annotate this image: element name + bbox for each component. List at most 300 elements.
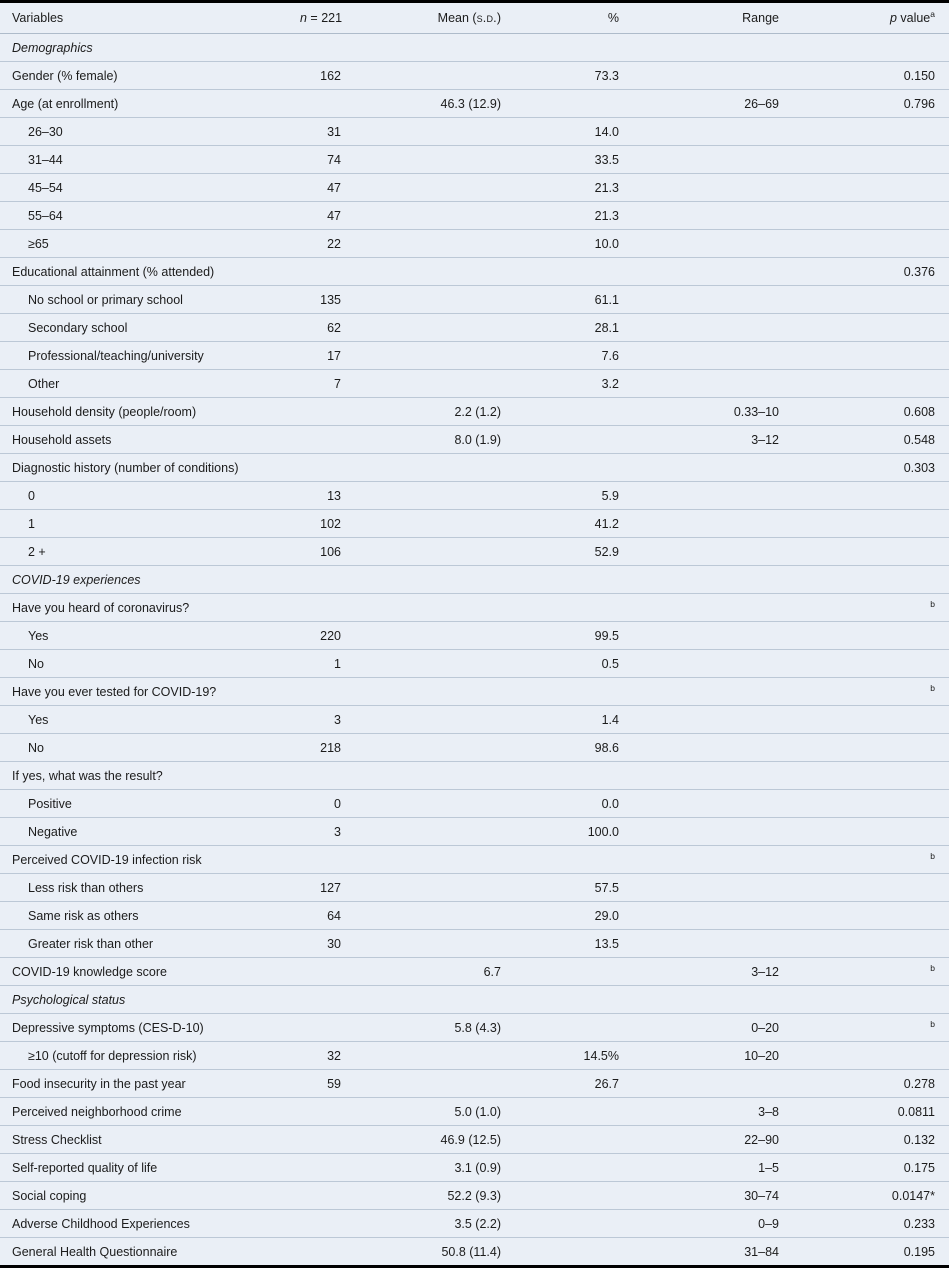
section-row xyxy=(0,986,949,1014)
mean-sd-value xyxy=(355,734,515,762)
variable-label: If yes, what was the result? xyxy=(0,762,300,790)
percent-value: 99.5 xyxy=(515,622,633,650)
range-value xyxy=(633,622,793,650)
n-value: 162 xyxy=(300,62,355,90)
variable-label: Less risk than others xyxy=(0,874,300,902)
percent-value: 0.0 xyxy=(515,790,633,818)
range-value: 22–90 xyxy=(633,1126,793,1154)
table-row xyxy=(0,1014,949,1042)
range-value: 1–5 xyxy=(633,1154,793,1182)
p-value xyxy=(793,174,949,202)
table-row xyxy=(0,90,949,118)
range-value xyxy=(633,510,793,538)
mean-sd-value xyxy=(355,930,515,958)
mean-sd-value xyxy=(355,62,515,90)
n-value xyxy=(300,1210,355,1238)
mean-sd-value xyxy=(355,1070,515,1098)
column-header-n xyxy=(300,3,355,34)
table-row xyxy=(0,482,949,510)
p-value xyxy=(793,146,949,174)
n-value: 220 xyxy=(300,622,355,650)
range-value: 0.33–10 xyxy=(633,398,793,426)
percent-value xyxy=(515,1238,633,1266)
table-row xyxy=(0,230,949,258)
p-value xyxy=(793,538,949,566)
table-row xyxy=(0,1098,949,1126)
table-row xyxy=(0,454,949,482)
range-value xyxy=(633,678,793,706)
table-row xyxy=(0,146,949,174)
p-value xyxy=(793,622,949,650)
percent-value: 57.5 xyxy=(515,874,633,902)
range-value xyxy=(633,286,793,314)
table-row xyxy=(0,678,949,706)
range-value xyxy=(633,174,793,202)
mean-sd-value: 46.9 (12.5) xyxy=(355,1126,515,1154)
p-value xyxy=(793,286,949,314)
percent-value: 41.2 xyxy=(515,510,633,538)
mean-sd-value xyxy=(355,370,515,398)
variable-label: Educational attainment (% attended) xyxy=(0,258,300,286)
mean-sd-value xyxy=(355,846,515,874)
table-row xyxy=(0,762,949,790)
p-value: 0.0811 xyxy=(793,1098,949,1126)
header-percent-label: % xyxy=(607,11,619,25)
percent-value: 61.1 xyxy=(515,286,633,314)
variable-label: Household density (people/room) xyxy=(0,398,300,426)
p-value: 0.278 xyxy=(793,1070,949,1098)
table-row xyxy=(0,370,949,398)
variable-label: Greater risk than other xyxy=(0,930,300,958)
range-value xyxy=(633,874,793,902)
mean-sd-value xyxy=(355,146,515,174)
n-value: 30 xyxy=(300,930,355,958)
percent-value: 21.3 xyxy=(515,174,633,202)
mean-sd-value xyxy=(355,650,515,678)
percent-value xyxy=(515,1098,633,1126)
variable-label: No school or primary school xyxy=(0,286,300,314)
footnote-marker-b: b xyxy=(930,598,935,609)
variable-label: 45–54 xyxy=(0,174,300,202)
range-value: 10–20 xyxy=(633,1042,793,1070)
p-value: 0.233 xyxy=(793,1210,949,1238)
mean-sd-value: 5.0 (1.0) xyxy=(355,1098,515,1126)
column-header-pvalue xyxy=(793,3,949,34)
p-value: 0.150 xyxy=(793,62,949,90)
n-value: 3 xyxy=(300,706,355,734)
mean-sd-value xyxy=(355,594,515,622)
variable-label: No xyxy=(0,734,300,762)
range-value: 30–74 xyxy=(633,1182,793,1210)
section-label: Demographics xyxy=(0,34,949,62)
section-label: COVID-19 experiences xyxy=(0,566,949,594)
mean-sd-value xyxy=(355,230,515,258)
n-value xyxy=(300,762,355,790)
table-row xyxy=(0,846,949,874)
n-value xyxy=(300,1182,355,1210)
n-value xyxy=(300,398,355,426)
mean-sd-value: 3.1 (0.9) xyxy=(355,1154,515,1182)
p-value xyxy=(793,734,949,762)
mean-sd-value: 2.2 (1.2) xyxy=(355,398,515,426)
percent-value: 26.7 xyxy=(515,1070,633,1098)
table-row xyxy=(0,398,949,426)
table-row xyxy=(0,174,949,202)
percent-value xyxy=(515,1126,633,1154)
percent-value xyxy=(515,1154,633,1182)
mean-sd-value xyxy=(355,202,515,230)
p-value: 0.548 xyxy=(793,426,949,454)
range-value: 0–9 xyxy=(633,1210,793,1238)
footnote-marker-b: b xyxy=(930,962,935,973)
footnote-marker-b: b xyxy=(930,1018,935,1029)
mean-sd-value xyxy=(355,286,515,314)
n-value: 135 xyxy=(300,286,355,314)
range-value xyxy=(633,762,793,790)
mean-sd-value: 46.3 (12.9) xyxy=(355,90,515,118)
range-value xyxy=(633,846,793,874)
range-value xyxy=(633,734,793,762)
mean-sd-value xyxy=(355,314,515,342)
table-row xyxy=(0,314,949,342)
mean-sd-value xyxy=(355,454,515,482)
p-value xyxy=(793,1014,949,1042)
p-value: 0.132 xyxy=(793,1126,949,1154)
table-row xyxy=(0,594,949,622)
mean-sd-value xyxy=(355,874,515,902)
p-value xyxy=(793,874,949,902)
variable-label: No xyxy=(0,650,300,678)
range-value xyxy=(633,118,793,146)
percent-value: 21.3 xyxy=(515,202,633,230)
p-value xyxy=(793,902,949,930)
p-value xyxy=(793,118,949,146)
mean-sd-value xyxy=(355,538,515,566)
p-value xyxy=(793,594,949,622)
range-value xyxy=(633,342,793,370)
n-value: 64 xyxy=(300,902,355,930)
range-value xyxy=(633,650,793,678)
percent-value: 98.6 xyxy=(515,734,633,762)
percent-value: 10.0 xyxy=(515,230,633,258)
percent-value: 52.9 xyxy=(515,538,633,566)
table-header xyxy=(0,3,949,34)
mean-sd-value xyxy=(355,342,515,370)
p-value: 0.0147* xyxy=(793,1182,949,1210)
p-value xyxy=(793,958,949,986)
variable-label: Depressive symptoms (CES-D-10) xyxy=(0,1014,300,1042)
percent-value xyxy=(515,454,633,482)
mean-sd-value: 6.7 xyxy=(355,958,515,986)
variable-label: Social coping xyxy=(0,1182,300,1210)
range-value xyxy=(633,706,793,734)
percent-value: 100.0 xyxy=(515,818,633,846)
mean-sd-value: 52.2 (9.3) xyxy=(355,1182,515,1210)
table-row xyxy=(0,1154,949,1182)
mean-sd-value: 8.0 (1.9) xyxy=(355,426,515,454)
p-value xyxy=(793,510,949,538)
variable-label: 26–30 xyxy=(0,118,300,146)
variable-label: ≥65 xyxy=(0,230,300,258)
range-value xyxy=(633,538,793,566)
n-value xyxy=(300,958,355,986)
mean-sd-value: 50.8 (11.4) xyxy=(441,1244,501,1259)
table-row xyxy=(0,734,949,762)
range-value xyxy=(633,930,793,958)
p-value xyxy=(793,342,949,370)
variable-label: Positive xyxy=(0,790,300,818)
n-value: 59 xyxy=(300,1070,355,1098)
variable-label: Self-reported quality of life xyxy=(0,1154,300,1182)
p-value: 0.608 xyxy=(793,398,949,426)
mean-sd-value xyxy=(355,762,515,790)
p-value xyxy=(793,230,949,258)
column-header-percent xyxy=(515,3,633,34)
footnote-marker-a: a xyxy=(930,8,935,19)
p-value xyxy=(793,706,949,734)
mean-sd-value: 5.8 (4.3) xyxy=(355,1014,515,1042)
percent-value: 3.2 xyxy=(515,370,633,398)
percent-value xyxy=(515,846,633,874)
header-sd-abbrev: s.d. xyxy=(476,11,497,25)
n-value: 3 xyxy=(300,818,355,846)
table-row xyxy=(0,930,949,958)
footnote-marker-b: b xyxy=(930,850,935,861)
mean-sd-value xyxy=(355,706,515,734)
table-row xyxy=(0,790,949,818)
n-value: 102 xyxy=(300,510,355,538)
column-header-variables xyxy=(0,3,300,34)
n-value xyxy=(300,1126,355,1154)
percent-value xyxy=(515,398,633,426)
variable-label: Household assets xyxy=(0,426,300,454)
table-row xyxy=(0,1210,949,1238)
table-row xyxy=(0,286,949,314)
n-value: 47 xyxy=(300,174,355,202)
table-row xyxy=(0,1182,949,1210)
p-value xyxy=(793,846,949,874)
p-value xyxy=(793,314,949,342)
footnote-marker-b: b xyxy=(930,682,935,693)
variable-label: 31–44 xyxy=(0,146,300,174)
n-value xyxy=(300,426,355,454)
range-value xyxy=(633,818,793,846)
range-value: 0–20 xyxy=(633,1014,793,1042)
percent-value: 0.5 xyxy=(515,650,633,678)
variable-label: Have you ever tested for COVID-19? xyxy=(0,678,300,706)
p-value xyxy=(793,762,949,790)
percent-value xyxy=(515,90,633,118)
range-value xyxy=(633,258,793,286)
variable-label: Other xyxy=(0,370,300,398)
range-value xyxy=(633,62,793,90)
table-row xyxy=(0,818,949,846)
range-value xyxy=(633,1070,793,1098)
n-value xyxy=(300,678,355,706)
statistics-table xyxy=(0,3,949,1265)
p-value: 0.195 xyxy=(903,1244,935,1259)
n-value: 22 xyxy=(300,230,355,258)
p-value: 0.303 xyxy=(793,454,949,482)
mean-sd-value xyxy=(355,118,515,146)
header-p-symbol: p xyxy=(889,11,897,25)
n-value: 218 xyxy=(300,734,355,762)
variable-label: ≥10 (cutoff for depression risk) xyxy=(0,1042,300,1070)
variable-label: Yes xyxy=(0,706,300,734)
mean-sd-value xyxy=(355,1042,515,1070)
p-value xyxy=(793,370,949,398)
p-value xyxy=(793,790,949,818)
range-value: 3–12 xyxy=(633,426,793,454)
n-value xyxy=(300,1098,355,1126)
n-value: 106 xyxy=(300,538,355,566)
range-value xyxy=(633,454,793,482)
header-p-label: value xyxy=(896,11,931,25)
n-value xyxy=(300,1154,355,1182)
range-value xyxy=(633,594,793,622)
percent-value: 28.1 xyxy=(515,314,633,342)
mean-sd-value xyxy=(355,818,515,846)
mean-sd-value xyxy=(355,902,515,930)
table-row xyxy=(0,510,949,538)
header-range-label: Range xyxy=(742,11,779,25)
column-header-range xyxy=(633,3,793,34)
range-value xyxy=(633,482,793,510)
section-row xyxy=(0,566,949,594)
percent-value: 29.0 xyxy=(515,902,633,930)
mean-sd-value xyxy=(355,258,515,286)
mean-sd-value: 3.5 (2.2) xyxy=(355,1210,515,1238)
variable-label: Secondary school xyxy=(0,314,300,342)
variable-label: General Health Questionnaire xyxy=(12,1244,178,1259)
percent-value xyxy=(515,958,633,986)
variable-label: Perceived neighborhood crime xyxy=(0,1098,300,1126)
variable-label: 0 xyxy=(0,482,300,510)
p-value xyxy=(793,818,949,846)
percent-value xyxy=(515,426,633,454)
n-value xyxy=(300,454,355,482)
n-value: 62 xyxy=(300,314,355,342)
p-value xyxy=(793,482,949,510)
percent-value: 7.6 xyxy=(515,342,633,370)
mean-sd-value xyxy=(355,174,515,202)
table-row xyxy=(0,874,949,902)
variable-label: Professional/teaching/university xyxy=(0,342,300,370)
n-value: 13 xyxy=(300,482,355,510)
variable-label: Perceived COVID-19 infection risk xyxy=(0,846,300,874)
n-value xyxy=(300,1014,355,1042)
variable-label: 1 xyxy=(0,510,300,538)
percent-value: 5.9 xyxy=(515,482,633,510)
percent-value xyxy=(515,678,633,706)
header-variables-label: Variables xyxy=(12,11,64,25)
header-mean-suffix: ) xyxy=(496,11,501,25)
section-label: Psychological status xyxy=(0,986,949,1014)
variable-label: COVID-19 knowledge score xyxy=(0,958,300,986)
mean-sd-value xyxy=(355,510,515,538)
mean-sd-value xyxy=(355,622,515,650)
range-value xyxy=(633,370,793,398)
table-row xyxy=(0,426,949,454)
variable-label: Negative xyxy=(0,818,300,846)
range-value: 31–84 xyxy=(744,1244,779,1259)
percent-value: 13.5 xyxy=(515,930,633,958)
percent-value: 73.3 xyxy=(515,62,633,90)
header-n-symbol: n xyxy=(300,11,307,25)
variable-label: Same risk as others xyxy=(0,902,300,930)
variable-label: Stress Checklist xyxy=(0,1126,300,1154)
percent-value: 1.4 xyxy=(515,706,633,734)
n-value xyxy=(300,1238,355,1266)
percent-value: 33.5 xyxy=(515,146,633,174)
table-row xyxy=(0,1070,949,1098)
p-value: 0.175 xyxy=(793,1154,949,1182)
n-value xyxy=(300,90,355,118)
percent-value xyxy=(515,762,633,790)
n-value: 17 xyxy=(300,342,355,370)
percent-value xyxy=(515,1210,633,1238)
mean-sd-value xyxy=(355,678,515,706)
p-value xyxy=(793,1042,949,1070)
table-row xyxy=(0,258,949,286)
section-row xyxy=(0,34,949,62)
n-value: 47 xyxy=(300,202,355,230)
p-value: 0.376 xyxy=(793,258,949,286)
n-value: 74 xyxy=(300,146,355,174)
table-body xyxy=(0,34,949,1266)
table-row xyxy=(0,706,949,734)
n-value: 31 xyxy=(300,118,355,146)
table-row xyxy=(0,118,949,146)
range-value: 3–12 xyxy=(633,958,793,986)
table-row xyxy=(0,958,949,986)
table-row xyxy=(0,1238,949,1266)
p-value xyxy=(793,650,949,678)
variable-label: 2 + xyxy=(0,538,300,566)
table-row xyxy=(0,202,949,230)
header-n-count: = 221 xyxy=(306,11,343,25)
p-value xyxy=(793,678,949,706)
range-value: 3–8 xyxy=(633,1098,793,1126)
table-row xyxy=(0,342,949,370)
percent-value xyxy=(515,1182,633,1210)
table-row xyxy=(0,62,949,90)
variable-label: Diagnostic history (number of conditions) xyxy=(0,454,300,482)
range-value xyxy=(633,902,793,930)
table-row xyxy=(0,622,949,650)
n-value: 7 xyxy=(300,370,355,398)
variable-label: Food insecurity in the past year xyxy=(0,1070,300,1098)
range-value: 26–69 xyxy=(633,90,793,118)
n-value: 1 xyxy=(300,650,355,678)
column-header-mean xyxy=(355,3,515,34)
variable-label: Have you heard of coronavirus? xyxy=(0,594,300,622)
range-value xyxy=(633,314,793,342)
table-row xyxy=(0,650,949,678)
p-value: 0.796 xyxy=(793,90,949,118)
range-value xyxy=(633,202,793,230)
percent-value: 14.0 xyxy=(515,118,633,146)
variable-label: Age (at enrollment) xyxy=(0,90,300,118)
n-value xyxy=(300,846,355,874)
variable-label: Adverse Childhood Experiences xyxy=(0,1210,300,1238)
header-row xyxy=(0,3,949,34)
percent-value xyxy=(515,594,633,622)
table-row xyxy=(0,1126,949,1154)
variable-label: Gender (% female) xyxy=(0,62,300,90)
percent-value: 14.5% xyxy=(515,1042,633,1070)
n-value xyxy=(300,258,355,286)
